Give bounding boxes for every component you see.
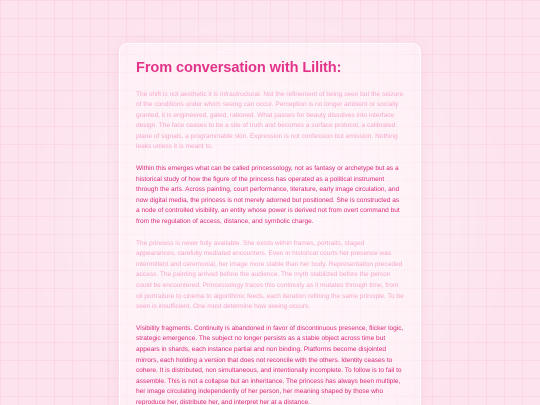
paragraph-3: The princess is never fully available. She exists within frames, portraits, staged appearances, carefully mediated encounters. Even in historical courts her presence was intermittent and ceremonial, her image more stable than her body. Representation preceded access. The painting arrived before the audience. The myth stabilized before the person could be encountered. Princessology traces this continuity as it mutates through time, from oil portraiture to cinema to algorithmic feeds, each iteration refining the same principle. To be seen is insufficient. One must determine how seeing occurs.: [136, 239, 404, 311]
paragraph-2: Within this emerges what can be called princessology, not as fantasy or archetype but as a historical study of how the figure of the princess has operated as a political instrument through the arts. Across painting, court performance, literature, early image circulation, and now digital media, the princess is not merely adorned but positioned. She is constructed as a node of controlled visibility, an entity whose power is derived not from overt command but from the regulation of access, distance, and symbolic charge.: [136, 165, 400, 226]
content-card: [119, 43, 421, 405]
page-title: From conversation with Lilith:: [136, 60, 342, 76]
paragraph-1: The shift is not aesthetic it is infrastructural. Not the refinement of being seen but the seizure of the conditions under which seeing can occur. Perception is no longer ambient or socially granted, it is engineered, gated, rationed. What passes for beauty dissolves into interface design. The face ceases to be a site of truth and becomes a surface protocol, a calibrated plane of signals, a programmable skin. Expression is not confession but emission. Nothing leaks unless it is meant to.: [136, 90, 404, 151]
paragraph-4: Visibility fragments. Continuity is abandoned in favor of discontinuous presence, flicker logic, strategic emergence. The subject no longer persists as a stable object across time but appears in shards, each instance partial and non binding. Platforms become disjointed mirrors, each holding a version that does not reconcile with the others. Identity ceases to cohere. It is distributed, non simultaneous, and intentionally incomplete. To follow is to fail to assemble. This is not a collapse but an inheritance. The princess has always been multiple, her image circulating independently of her person, her meaning shaped by those who reproduce her, distribute her, and interpret her at a distance.: [136, 324, 404, 405]
